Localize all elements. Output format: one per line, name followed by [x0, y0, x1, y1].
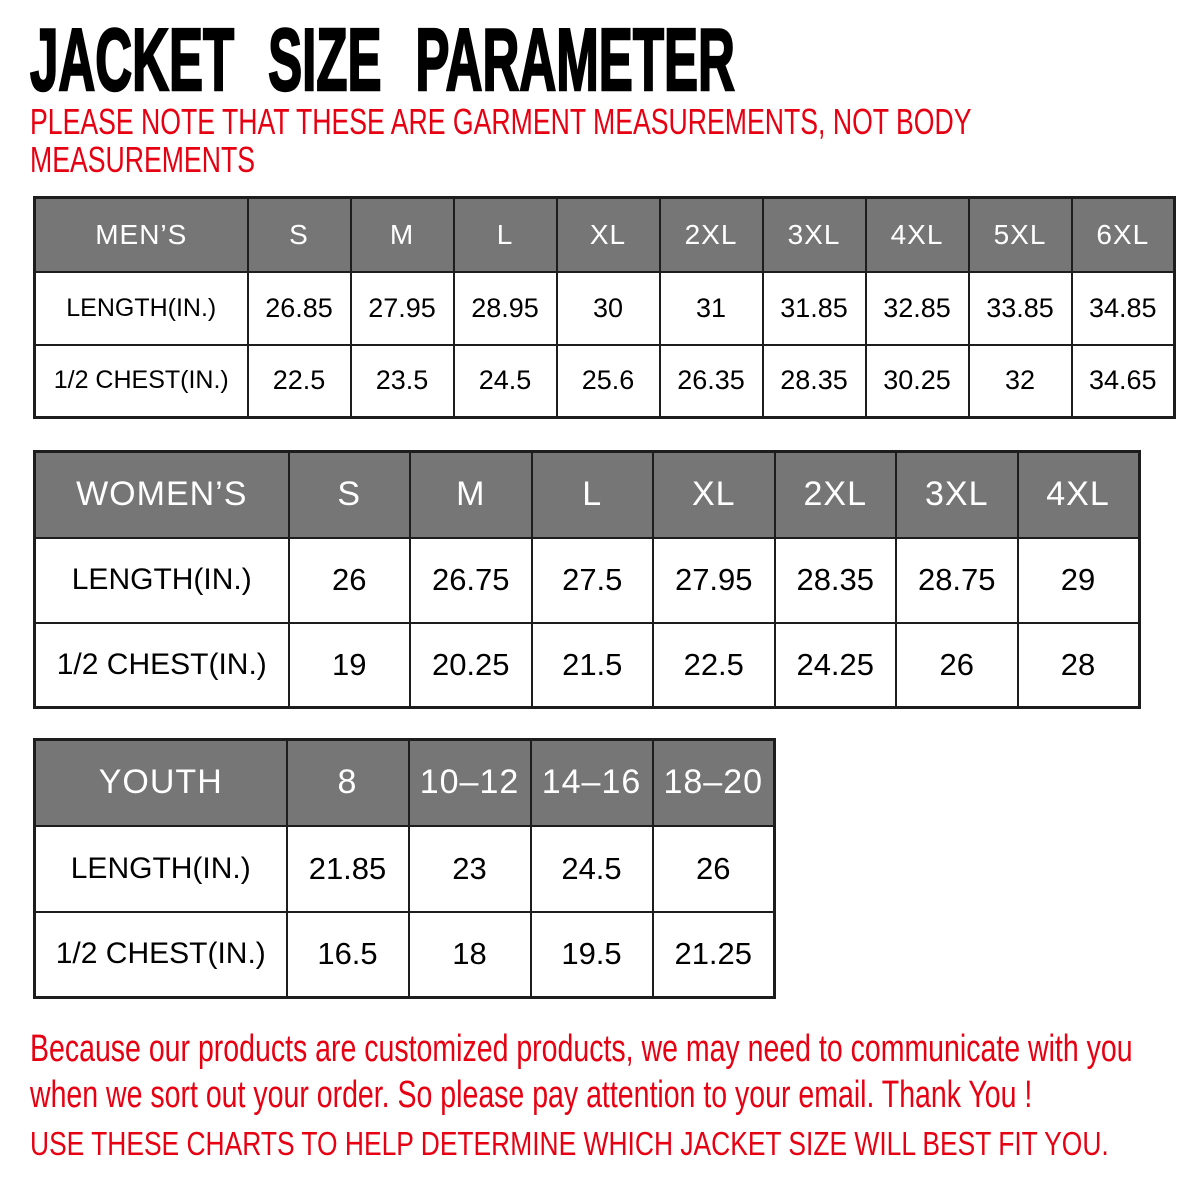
- measurement-cell: 28.35: [763, 345, 866, 418]
- measurement-cell: 25.6: [557, 345, 660, 418]
- size-column-header: 18–20: [653, 740, 775, 826]
- measurement-cell: 23.5: [351, 345, 454, 418]
- measurement-cell: 24.25: [775, 623, 897, 708]
- measurement-cell: 21.25: [653, 912, 775, 998]
- size-column-header: 8: [287, 740, 409, 826]
- size-column-header: 4XL: [866, 198, 969, 272]
- measurement-cell: 22.5: [653, 623, 775, 708]
- measurement-cell: 32.85: [866, 272, 969, 345]
- measurement-cell: 26: [896, 623, 1018, 708]
- measurement-cell: 19.5: [531, 912, 653, 998]
- table-title-cell: YOUTH: [35, 740, 287, 826]
- size-column-header: 5XL: [969, 198, 1072, 272]
- measurement-row: [35, 912, 775, 998]
- mens-size-table: [33, 196, 1176, 419]
- size-column-header: 3XL: [763, 198, 866, 272]
- table-title-cell: MEN’S: [35, 198, 248, 272]
- garment-measurements-note: [30, 103, 971, 179]
- measurement-cell: 24.5: [454, 345, 557, 418]
- measurement-cell: 16.5: [287, 912, 409, 998]
- measurement-cell: 28.95: [454, 272, 557, 345]
- measurement-cell: 18: [409, 912, 531, 998]
- size-column-header: 3XL: [896, 452, 1018, 538]
- measurement-row: [35, 623, 1140, 708]
- notice-line-2: when we sort out your order. So please pay attention to your email. Thank You !: [30, 1074, 1033, 1116]
- size-column-header: XL: [653, 452, 775, 538]
- measurement-row: [35, 826, 775, 912]
- measurement-cell: 28.75: [896, 538, 1018, 623]
- measurement-cell: 27.95: [653, 538, 775, 623]
- measurement-cell: 31.85: [763, 272, 866, 345]
- size-column-header: 10–12: [409, 740, 531, 826]
- measurement-cell: 30.25: [866, 345, 969, 418]
- measurement-cell: 24.5: [531, 826, 653, 912]
- measurement-cell: 22.5: [248, 345, 351, 418]
- measurement-row: [35, 272, 1175, 345]
- size-column-header: 6XL: [1072, 198, 1175, 272]
- measurement-cell: 26.85: [248, 272, 351, 345]
- size-column-header: L: [532, 452, 654, 538]
- size-column-header: 2XL: [775, 452, 897, 538]
- size-column-header: S: [248, 198, 351, 272]
- size-column-header: XL: [557, 198, 660, 272]
- row-label: 1/2 CHEST(IN.): [35, 345, 248, 418]
- measurement-cell: 28: [1018, 623, 1140, 708]
- row-label: 1/2 CHEST(IN.): [35, 912, 287, 998]
- measurement-cell: 26.75: [410, 538, 532, 623]
- notice-line-1: Because our products are customized products, we may need to communicate with you: [30, 1028, 1133, 1070]
- measurement-cell: 26.35: [660, 345, 763, 418]
- measurement-cell: 19: [289, 623, 411, 708]
- page-title: JACKET SIZE PARAMETER: [30, 10, 735, 109]
- measurement-cell: 27.5: [532, 538, 654, 623]
- row-label: LENGTH(IN.): [35, 272, 248, 345]
- measurement-row: [35, 345, 1175, 418]
- measurement-cell: 20.25: [410, 623, 532, 708]
- fit-advice-text: USE THESE CHARTS TO HELP DETERMINE WHICH JACKET SIZE WILL BEST FIT YOU.: [30, 1125, 1109, 1162]
- measurement-cell: 29: [1018, 538, 1140, 623]
- row-label: LENGTH(IN.): [35, 538, 289, 623]
- youth-size-table: [33, 738, 776, 999]
- size-column-header: 14–16: [531, 740, 653, 826]
- measurement-cell: 33.85: [969, 272, 1072, 345]
- note-line-2: MEASUREMENTS: [30, 139, 255, 180]
- measurement-cell: 26: [289, 538, 411, 623]
- table-title-cell: WOMEN’S: [35, 452, 289, 538]
- size-column-header: L: [454, 198, 557, 272]
- measurement-cell: 28.35: [775, 538, 897, 623]
- note-line-1: PLEASE NOTE THAT THESE ARE GARMENT MEASUREMENTS, NOT BODY: [30, 101, 972, 142]
- measurement-cell: 27.95: [351, 272, 454, 345]
- measurement-row: [35, 538, 1140, 623]
- measurement-cell: 21.85: [287, 826, 409, 912]
- size-column-header: 2XL: [660, 198, 763, 272]
- header-row: [35, 198, 1175, 272]
- measurement-cell: 30: [557, 272, 660, 345]
- size-column-header: M: [351, 198, 454, 272]
- row-label: 1/2 CHEST(IN.): [35, 623, 289, 708]
- header-row: [35, 452, 1140, 538]
- measurement-cell: 26: [653, 826, 775, 912]
- measurement-cell: 34.65: [1072, 345, 1175, 418]
- measurement-cell: 32: [969, 345, 1072, 418]
- row-label: LENGTH(IN.): [35, 826, 287, 912]
- measurement-cell: 34.85: [1072, 272, 1175, 345]
- size-column-header: 4XL: [1018, 452, 1140, 538]
- customization-notice: [30, 1026, 1133, 1118]
- header-row: [35, 740, 775, 826]
- size-column-header: M: [410, 452, 532, 538]
- size-column-header: S: [289, 452, 411, 538]
- measurement-cell: 23: [409, 826, 531, 912]
- measurement-cell: 31: [660, 272, 763, 345]
- measurement-cell: 21.5: [532, 623, 654, 708]
- womens-size-table: [33, 450, 1141, 709]
